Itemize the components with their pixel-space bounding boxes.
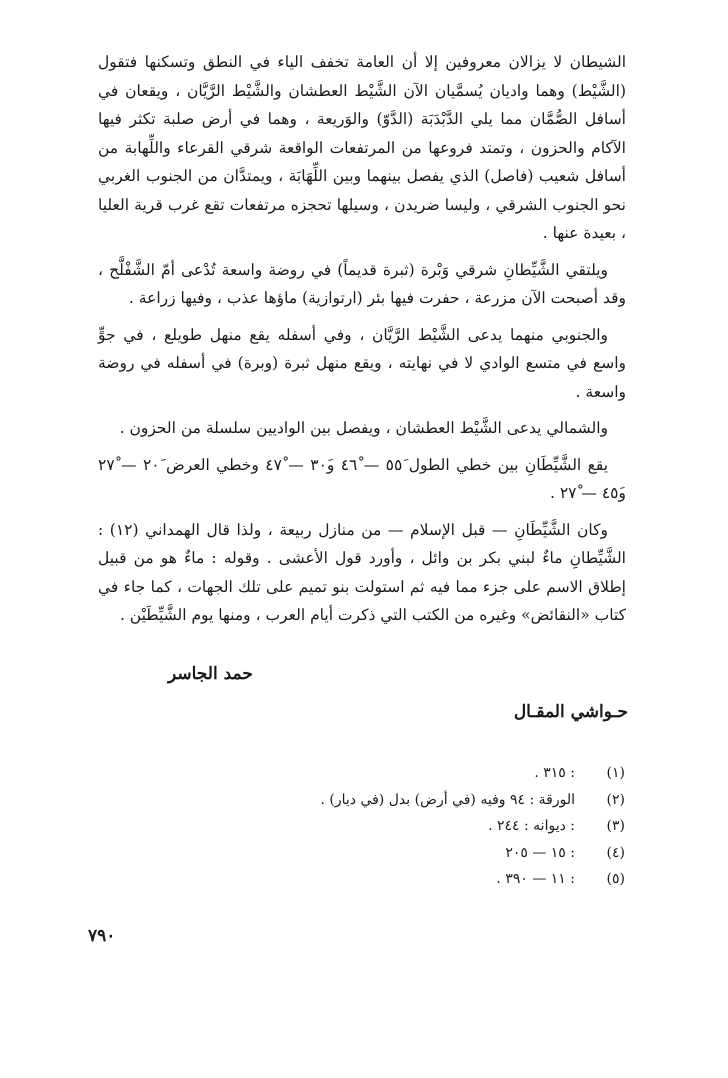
footnote-item xyxy=(200,866,625,893)
footnote-number: (٤) xyxy=(606,844,625,861)
paragraph-1: الشيطان لا يزالان معروفين إلا أن العامة تخفف الياء في النطق وتسكنها فتقول (الشَّيْط) وهما واديان يُسمَّيان الآن الشَّيْط العطشان والشَّيْط الرَّيَّان ، ويقعان في أسافل الصُّمَّان مما يلي الدَّبْدَبَة (الدَّوّ) والوَريعة ، وهما في أرض صلبة تكثر فيها الآكام والحزون ، وتمتد فروعها من المرتفعات الواقعة شرقي القرعاء واللِّهابة من أسافل شعيب (فاصل) الذي يفصل بينهما وبين اللِّهَابَة ، ويمتدَّان من الجنوب الغربي نحو الجنوب الشرقي ، وليسا ضريدن ، وسيلها تحجزه مرتفعات تقع غرب قرية العليا ، بعيدة عنها . xyxy=(98,53,626,242)
footnote-text: الورقة : ٩٤ وفيه (في أرض) بدل (في ديار) . xyxy=(320,791,575,808)
notes-heading: حـواشي المقـال xyxy=(513,702,628,722)
footnote-item xyxy=(200,813,625,840)
page-number: ٧٩٠ xyxy=(88,926,116,946)
paragraph-6: وكان الشَّيِّطَانِ — قبل الإسلام — من منازل ربيعة ، ولذا قال الهمداني (١٢) : الشَّيِّطانِ ماءٌ لبني بكر بن وائل ، وأورد قول الأعشى . وقوله : ماءٌ هو من قبيل إطلاق الاسم على جزء مما فيه ثم استولت بنو تميم على تلك الجهات ، كما جاء في كتاب «النقائض» وغيره من الكتب التي ذكرت أيام العرب ، ومنها يوم الشَّيِّطَيْن . xyxy=(98,520,626,624)
footnote-item xyxy=(200,787,625,814)
article-body xyxy=(98,48,626,638)
paragraph-4: والشمالي يدعى الشَّيْط العطشان ، ويفصل بين الواديين سلسلة من الحزون . xyxy=(119,419,608,437)
footnote-number: (١) xyxy=(606,765,625,781)
footnote-item xyxy=(200,760,625,787)
footnote-number: (٥) xyxy=(606,871,625,887)
footnote-number: (٣) xyxy=(606,818,625,834)
footnote-text: : ١١ — ٣٩٠ . xyxy=(496,871,575,887)
footnote-text: : ٣١٥ . xyxy=(534,765,575,781)
footnote-item xyxy=(200,840,625,867)
paragraph-5: يقع الشَّيِّطَانِ بين خطي الطول ٥٥َ — ٤٦ْ و٣٠َ — ٤٧ْ وخطي العرض ٢٠َ — ٢٧ْ و٤٥َ — ٢٧ْ . xyxy=(98,455,626,502)
paragraph-3: والجنوبي منهما يدعى الشَّيْط الرَّيَّان ، وفي أسفله يقع منهل طويلع ، في جوٍّ واسع في متسع الوادي لا في نهايته ، ويقع منهل ثبرة (وبرة) في أسفله في روضة واسعة . xyxy=(98,325,626,401)
footnote-text: : ديوانه : ٢٤٤ . xyxy=(488,818,575,834)
author-signature: حمد الجاسر xyxy=(168,664,253,684)
footnote-number: (٢) xyxy=(606,791,625,808)
footnote-text: : ١٥ — ٢٠٥ xyxy=(505,844,575,861)
paragraph-2: ويلتقي الشَّيِّطانِ شرقي وَبْرة (ثبرة قديماً) في روضة واسعة تُدْعى أمّ الشَّفْلَّح ، وقد أصبحت الآن مزرعة ، حفرت فيها بئر (ارتوازية) ماؤها عذب ، وفيها زراعة . xyxy=(98,260,626,307)
footnotes-list xyxy=(200,760,625,893)
